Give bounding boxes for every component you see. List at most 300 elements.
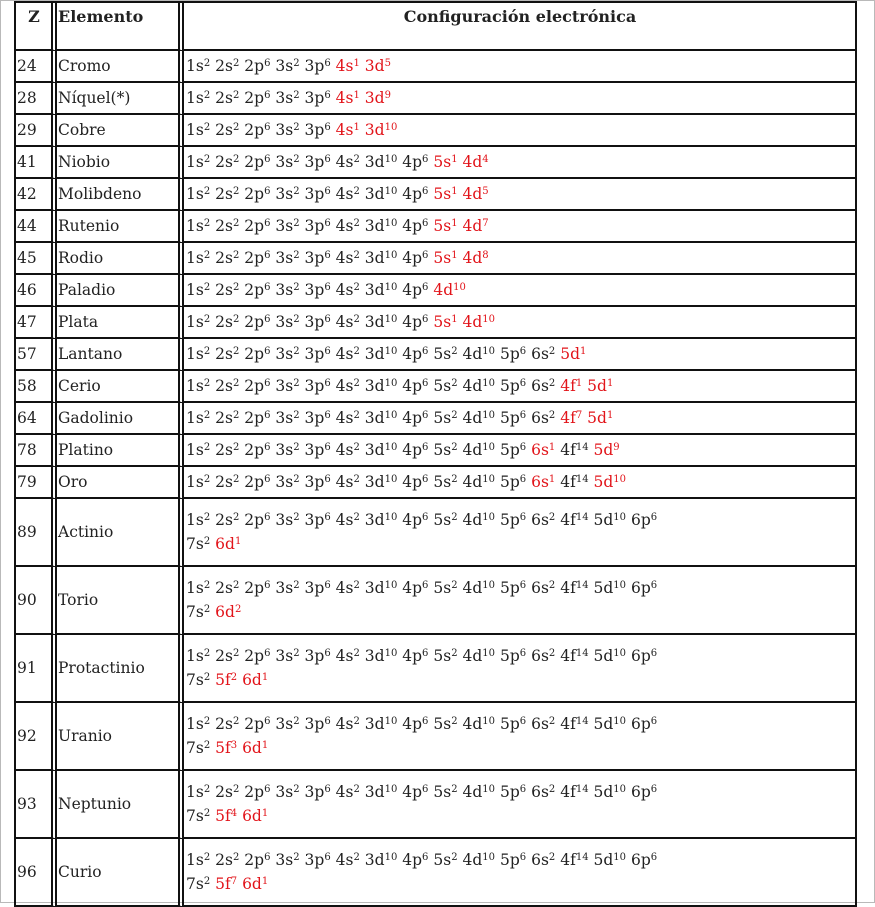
orbital-electrons: 6 [422,154,429,165]
orbital [594,783,627,801]
orbital-label: 4p [402,783,423,801]
orbital-label: 4p [402,185,423,203]
orbital [244,647,270,665]
orbital-electrons: 2 [548,784,556,795]
orbital-label: 2s [215,715,233,733]
orbital-electrons: 2 [203,154,211,165]
orbital-electrons: 2 [451,512,458,523]
orbital-electrons: 6 [264,784,271,795]
orbital [433,473,457,491]
orbital-label: 3d [364,715,385,733]
orbital-label: 5s [433,647,452,665]
orbital-electrons: 6 [264,154,271,165]
orbital-electrons: 2 [353,512,360,523]
table-row [16,211,857,243]
orbital [186,217,210,235]
orbital [587,409,613,427]
orbital-electrons: 6 [264,442,271,453]
orbital [433,345,457,363]
orbital [594,851,627,869]
orbital-electrons: 2 [203,740,211,751]
orbital-electrons: 2 [232,250,240,261]
orbital-electrons: 6 [324,474,331,485]
orbital-label: 2p [244,473,265,491]
configuration-cell [184,403,857,435]
orbital-label: 1s [186,313,204,331]
orbital-label: 4s [335,121,354,139]
table-row [16,243,857,275]
orbital-label: 3d [364,153,385,171]
configuration-cell [184,771,857,839]
orbital-electrons: 6 [324,852,331,863]
orbital-electrons: 2 [353,250,360,261]
orbital-label: 5s [433,473,452,491]
orbital-electrons: 2 [203,218,211,229]
orbital [433,153,457,171]
orbital-electrons: 6 [264,716,271,727]
orbital-label: 5p [499,579,520,597]
orbital [402,377,428,395]
orbital-electrons: 2 [353,282,360,293]
orbital-label: 6d [242,671,262,689]
table-row [16,771,857,839]
orbital [215,807,237,825]
orbital-electrons: 2 [293,410,300,421]
orbital-electrons: 6 [324,122,331,133]
orbital [215,377,239,395]
orbital [305,377,331,395]
orbital-electrons: 2 [293,474,300,485]
orbital-label: 4f [560,783,576,801]
orbital [531,783,555,801]
orbital [531,851,555,869]
orbital-electrons: 6 [422,250,429,261]
orbital-label: 3p [304,153,325,171]
orbital-electrons: 14 [575,716,589,727]
configuration-line [186,86,855,110]
orbital-label: 6p [630,715,651,733]
orbital [336,313,360,331]
orbital-label: 2p [244,89,265,107]
configuration-line [186,644,855,668]
orbital-electrons: 1 [451,154,458,165]
orbital-label: 3s [275,185,294,203]
orbital-electrons: 6 [519,580,527,591]
orbital-label: 5f [215,875,231,893]
orbital-electrons: 6 [422,218,429,229]
orbital [336,89,360,107]
orbital-label: 3p [304,783,325,801]
orbital [186,345,210,363]
orbital-electrons: 6 [264,852,271,863]
orbital-electrons: 1 [606,410,614,421]
orbital [402,647,428,665]
orbital-label: 4d [462,851,483,869]
orbital [244,715,270,733]
orbital [365,313,398,331]
orbital-electrons: 2 [451,410,458,421]
orbital-electrons: 2 [353,410,360,421]
table-row [16,839,857,907]
orbital-label: 3s [275,579,294,597]
orbital-electrons: 2 [353,784,360,795]
orbital [186,671,210,689]
orbital [215,579,239,597]
orbital-electrons: 1 [548,442,556,453]
orbital [433,313,457,331]
configuration-cell [184,275,857,307]
orbital-label: 2p [244,185,265,203]
orbital [365,377,398,395]
orbital-electrons: 2 [232,852,240,863]
orbital-label: 7s [186,603,204,621]
orbital-electrons: 2 [293,58,300,69]
orbital-label: 4s [335,377,354,395]
orbital-label: 6s [531,345,549,363]
orbital-electrons: 6 [324,250,331,261]
orbital-electrons: 7 [575,410,583,421]
orbital-electrons: 6 [422,378,429,389]
orbital-label: 4d [462,313,483,331]
orbital [215,739,237,757]
orbital-label: 3d [364,409,385,427]
orbital-label: 2s [215,409,233,427]
orbital-label: 6s [531,579,549,597]
configuration-line [186,804,855,828]
orbital-electrons: 2 [548,346,556,357]
atomic-number-cell: 42 [16,179,57,211]
orbital-electrons: 2 [203,442,211,453]
orbital [531,715,555,733]
header-z: Z [16,3,57,51]
atomic-number-cell: 96 [16,839,57,907]
orbital-label: 4f [560,377,576,395]
orbital [275,783,299,801]
orbital-label: 4f [560,473,576,491]
orbital [244,313,270,331]
orbital [275,153,299,171]
orbital [463,249,489,267]
element-name-cell: Niobio [57,147,184,179]
configuration-cell [184,147,857,179]
orbital-electrons: 1 [261,672,269,683]
atomic-number-cell: 64 [16,403,57,435]
table-row [16,703,857,771]
orbital-electrons: 10 [613,784,627,795]
orbital [305,281,331,299]
orbital-electrons: 2 [203,282,211,293]
orbital [305,409,331,427]
orbital-electrons: 2 [232,648,240,659]
orbital-electrons: 10 [384,716,398,727]
orbital-electrons: 6 [264,122,271,133]
orbital-electrons: 2 [451,378,458,389]
orbital [186,535,210,553]
orbital [365,579,398,597]
orbital-electrons: 3 [230,740,238,751]
orbital [215,89,239,107]
orbital-label: 3d [364,249,385,267]
orbital-label: 4p [402,153,423,171]
table-row [16,635,857,703]
orbital-electrons: 7 [482,218,489,229]
orbital-label: 3s [275,121,294,139]
orbital [305,579,331,597]
orbital-label: 2p [244,783,265,801]
atomic-number-cell: 92 [16,703,57,771]
orbital-label: 4f [560,851,576,869]
orbital-label: 2s [215,647,233,665]
orbital-electrons: 6 [324,512,331,523]
orbital [305,249,331,267]
orbital-electrons: 6 [650,852,658,863]
orbital-label: 5p [499,715,520,733]
orbital-electrons: 10 [384,186,398,197]
orbital-electrons: 1 [261,740,269,751]
orbital-label: 6s [531,473,549,491]
orbital [186,807,210,825]
orbital-label: 4d [462,345,483,363]
orbital-label: 6s [531,511,549,529]
orbital [500,345,526,363]
atomic-number-cell: 91 [16,635,57,703]
orbital-electrons: 2 [353,186,360,197]
orbital-label: 3s [275,345,294,363]
orbital [336,783,360,801]
configuration-cell [184,499,857,567]
orbital-electrons: 2 [293,90,300,101]
orbital-label: 2p [244,313,265,331]
configuration-line [186,470,855,494]
orbital-label: 5s [433,579,452,597]
orbital-label: 5s [433,409,452,427]
orbital-electrons: 6 [422,784,429,795]
orbital-label: 5s [433,217,452,235]
orbital-label: 4d [462,185,483,203]
atomic-number-cell: 45 [16,243,57,275]
orbital-electrons: 6 [264,282,271,293]
orbital [433,783,457,801]
orbital [463,851,496,869]
orbital-electrons: 2 [353,218,360,229]
orbital-label: 4s [335,647,354,665]
orbital-label: 1s [186,57,204,75]
orbital [587,377,613,395]
orbital-electrons: 6 [264,580,271,591]
orbital-label: 5d [587,409,607,427]
orbital [365,153,398,171]
orbital-label: 5d [593,579,614,597]
orbital-electrons: 6 [264,58,271,69]
orbital-electrons: 2 [293,346,300,357]
orbital-label: 6s [531,715,549,733]
orbital [186,409,210,427]
orbital-label: 1s [186,409,204,427]
orbital-electrons: 14 [575,580,589,591]
orbital [336,647,360,665]
orbital-electrons: 10 [384,852,398,863]
orbital-electrons: 14 [575,648,589,659]
orbital-electrons: 2 [293,378,300,389]
orbital [433,647,457,665]
orbital [402,851,428,869]
orbital [215,345,239,363]
orbital-electrons: 6 [422,512,429,523]
orbital-electrons: 2 [230,672,238,683]
orbital [244,57,270,75]
element-name-cell: Gadolinio [57,403,184,435]
orbital-electrons: 6 [650,512,658,523]
orbital-electrons: 2 [451,346,458,357]
orbital-electrons: 2 [203,410,211,421]
configuration-line [186,668,855,692]
orbital-label: 4p [402,217,423,235]
orbital-electrons: 2 [548,512,556,523]
orbital-label: 3p [304,851,325,869]
orbital-electrons: 6 [264,648,271,659]
orbital-label: 2p [244,377,265,395]
orbital-electrons: 2 [548,580,556,591]
orbital-label: 1s [186,281,204,299]
orbital-electrons: 14 [575,784,589,795]
orbital [336,57,360,75]
orbital [365,647,398,665]
orbital [215,603,241,621]
orbital-electrons: 6 [324,218,331,229]
orbital [336,579,360,597]
orbital-label: 4d [462,473,483,491]
orbital-label: 4s [335,409,354,427]
orbital-electrons: 1 [451,218,458,229]
orbital-electrons: 10 [384,378,398,389]
orbital-label: 1s [186,441,204,459]
orbital [215,409,239,427]
element-name-cell: Protactinio [57,635,184,703]
orbital-label: 4f [560,409,576,427]
orbital-label: 4d [462,377,483,395]
orbital-label: 3p [304,217,325,235]
orbital-electrons: 10 [384,314,398,325]
orbital-electrons: 14 [575,442,589,453]
orbital [500,409,526,427]
orbital-electrons: 10 [384,250,398,261]
orbital-electrons: 10 [384,512,398,523]
orbital-electrons: 6 [422,474,429,485]
orbital-label: 2s [215,345,233,363]
orbital [242,739,268,757]
orbital-electrons: 1 [353,122,360,133]
orbital-label: 4f [560,715,576,733]
orbital-label: 3p [304,185,325,203]
orbital-electrons: 6 [264,410,271,421]
orbital [463,783,496,801]
orbital [365,511,398,529]
orbital-label: 5d [593,441,614,459]
orbital [433,185,457,203]
orbital-electrons: 1 [353,58,360,69]
orbital-label: 6d [215,535,235,553]
orbital [463,153,489,171]
orbital [215,313,239,331]
orbital-electrons: 10 [384,474,398,485]
orbital-label: 4d [462,409,483,427]
element-name-cell: Oro [57,467,184,499]
orbital-electrons: 2 [232,716,240,727]
orbital-label: 6s [531,783,549,801]
orbital-electrons: 2 [203,512,211,523]
orbital [186,851,210,869]
orbital [186,89,210,107]
orbital [560,473,588,491]
orbital [463,409,496,427]
orbital-label: 2s [215,377,233,395]
orbital [500,715,526,733]
orbital [305,185,331,203]
orbital [463,345,496,363]
atomic-number-cell: 58 [16,371,57,403]
configuration-line [186,182,855,206]
orbital [186,579,210,597]
orbital-label: 2p [244,851,265,869]
orbital [336,281,360,299]
orbital-electrons: 6 [422,648,429,659]
orbital [244,185,270,203]
orbital-label: 3d [364,345,385,363]
orbital [305,89,331,107]
configuration-cell [184,567,857,635]
orbital-electrons: 2 [353,378,360,389]
orbital-electrons: 10 [482,784,496,795]
orbital [244,473,270,491]
orbital [336,441,360,459]
orbital-label: 6s [531,441,549,459]
orbital [336,851,360,869]
element-name-cell: Torio [57,567,184,635]
orbital-electrons: 2 [293,314,300,325]
orbital-label: 1s [186,647,204,665]
orbital-electrons: 2 [293,852,300,863]
configuration-line [186,246,855,270]
orbital-label: 1s [186,185,204,203]
configuration-line [186,780,855,804]
orbital-label: 1s [186,89,204,107]
orbital-label: 1s [186,217,204,235]
orbital-electrons: 10 [453,282,466,293]
orbital-label: 3p [304,57,325,75]
orbital-electrons: 1 [606,378,614,389]
configuration-line [186,600,855,624]
orbital-label: 2s [215,281,233,299]
orbital [463,217,489,235]
orbital-electrons: 6 [264,186,271,197]
orbital [365,715,398,733]
orbital-electrons: 6 [324,186,331,197]
orbital-electrons: 2 [353,648,360,659]
orbital [215,715,239,733]
orbital [305,511,331,529]
orbital-label: 3p [304,281,325,299]
element-name-cell: Actinio [57,499,184,567]
orbital [560,579,588,597]
orbital [215,217,239,235]
orbital-label: 2p [244,579,265,597]
orbital-label: 2p [244,511,265,529]
orbital [275,249,299,267]
orbital-electrons: 6 [264,90,271,101]
atomic-number-cell: 41 [16,147,57,179]
orbital [631,851,657,869]
orbital [433,281,466,299]
